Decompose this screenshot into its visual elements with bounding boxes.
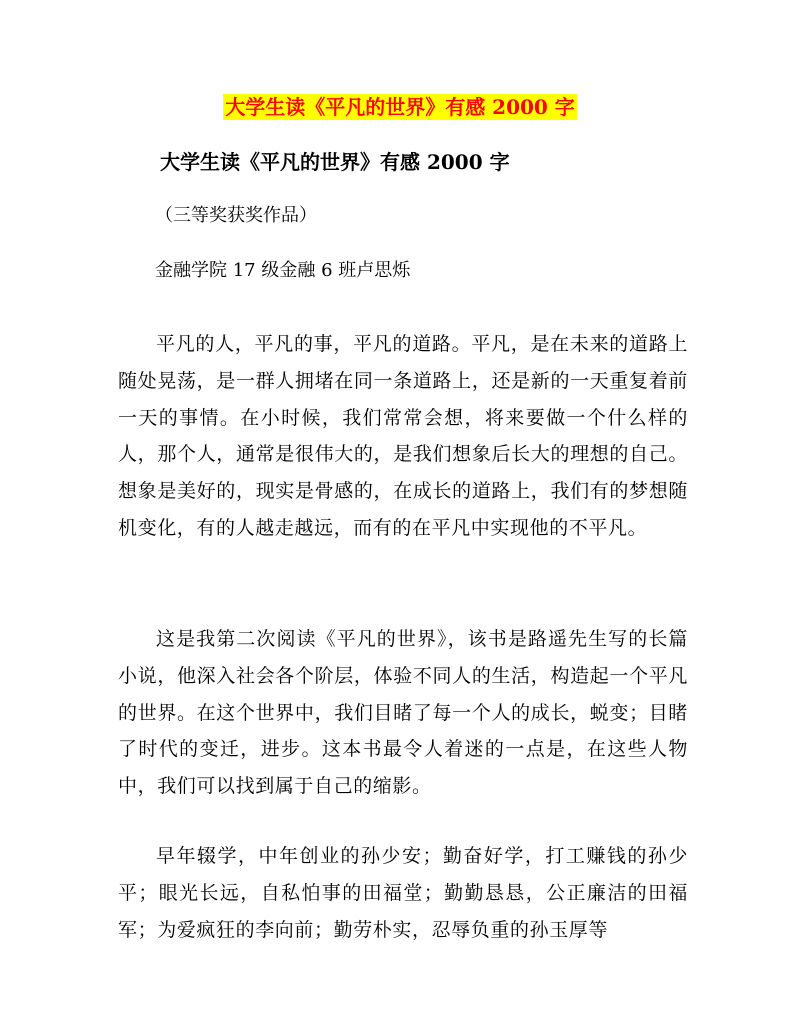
award-note: （三等奖获奖作品） [155, 205, 317, 226]
highlighted-title [0, 92, 800, 122]
highlighted-title-text: 大学生读《平凡的世界》有感 2000 字 [225, 95, 575, 119]
document-title: 大学生读《平凡的世界》有感 2000 字 [160, 150, 510, 174]
paragraph-3: 早年辍学，中年创业的孙少安；勤奋好学，打工赚钱的孙少平；眼光长远，自私怕事的田福堂；勤勤恳恳，公正廉洁的田福军；为爱疯狂的李向前；勤劳朴实，忍辱负重的孙玉厚等 [118, 845, 688, 941]
paragraph-2: 这是我第二次阅读《平凡的世界》，该书是路遥先生写的长篇小说，他深入社会各个阶层，体验不同人的生活，构造起一个平凡的世界。在这个世界中，我们目睹了每一个人的成长，蜕变；目睹了时代的变迁，进步。这本书最令人着迷的一点是，在这些人物中，我们可以找到属于自己的缩影。 [118, 628, 688, 798]
author-line: 金融学院 17 级金融 6 班卢思烁 [155, 260, 411, 281]
paragraph-1: 平凡的人，平凡的事，平凡的道路。平凡，是在未来的道路上随处晃荡，是一群人拥堵在同一条道路上，还是新的一天重复着前一天的事情。在小时候，我们常常会想，将来要做一个什么样的人，那个人，通常是很伟大的，是我们想象后长大的理想的自己。想象是美好的，现实是骨感的，在成长的道路上，我们有的梦想随机变化，有的人越走越远，而有的在平凡中实现他的不平凡。 [118, 333, 688, 539]
